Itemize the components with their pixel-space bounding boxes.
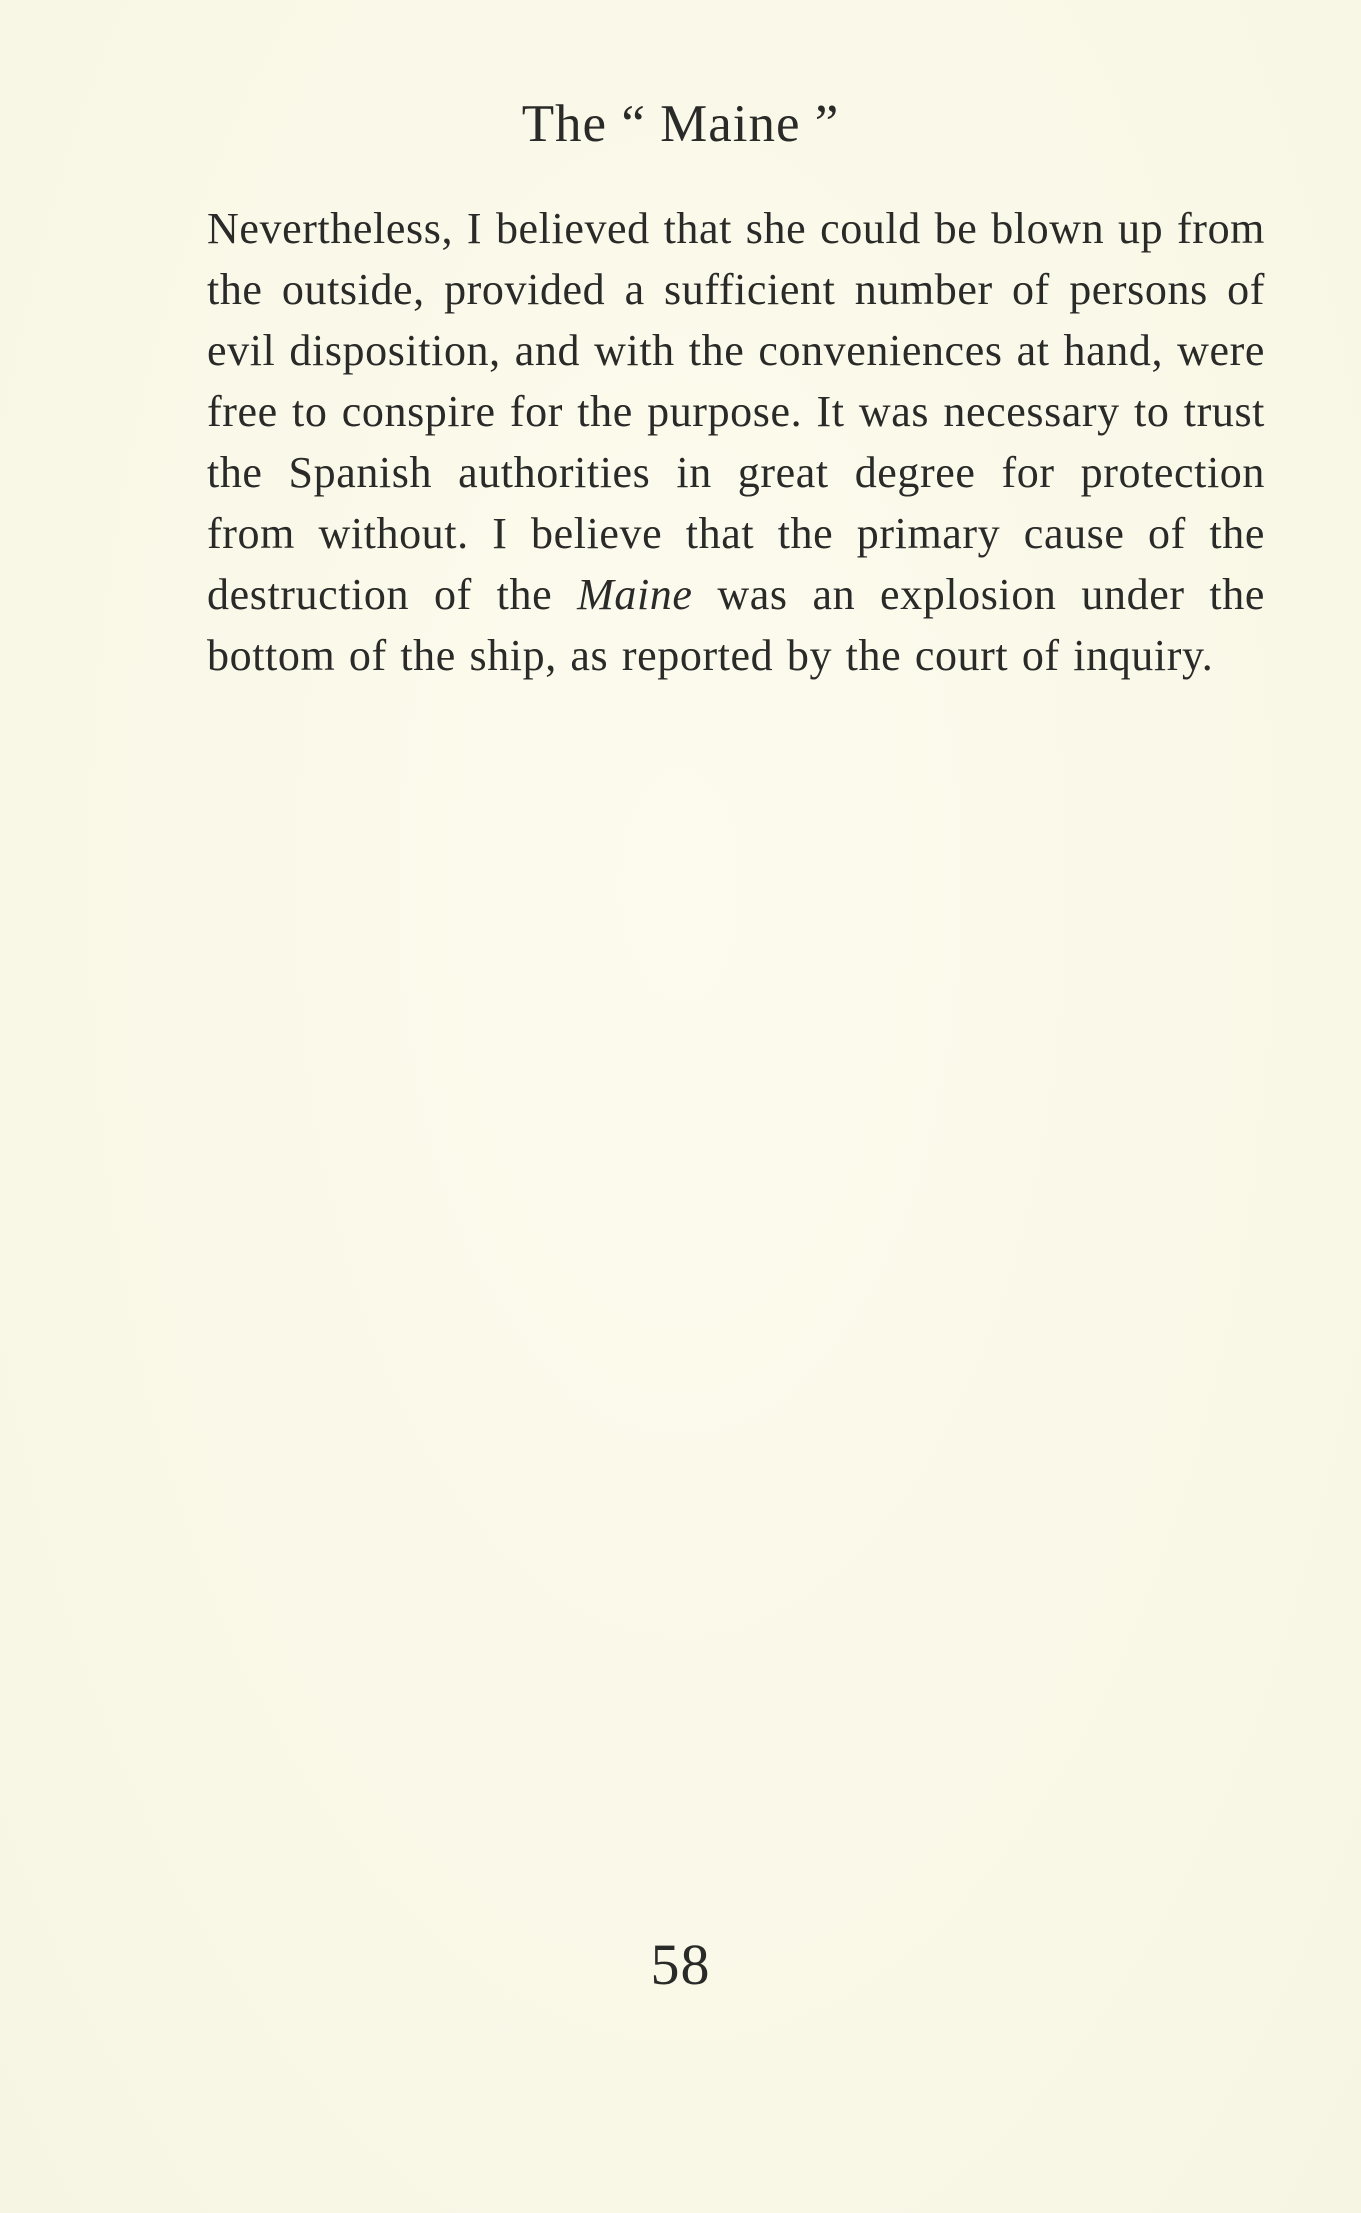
paragraph-text-end: was an explosion under the bottom of the ship, as reported by the court of inquiry.	[207, 570, 1265, 680]
paragraph	[207, 198, 1265, 686]
running-head: The “ Maine ”	[521, 95, 840, 153]
ship-name-italic: Maine	[577, 570, 693, 619]
paragraph-text-start: Nevertheless, I believed that she could be blown up from the outside, provided a sufficient number of persons of evil disposition, and with the conveniences at hand, were free to conspire for the purpose. It was necessary to trust the Spanish authorities in great degree for protection from without. I believe that the primary cause of the destruction of the	[207, 204, 1265, 619]
page-number: 58	[650, 1932, 711, 1997]
body-text	[207, 198, 1265, 686]
